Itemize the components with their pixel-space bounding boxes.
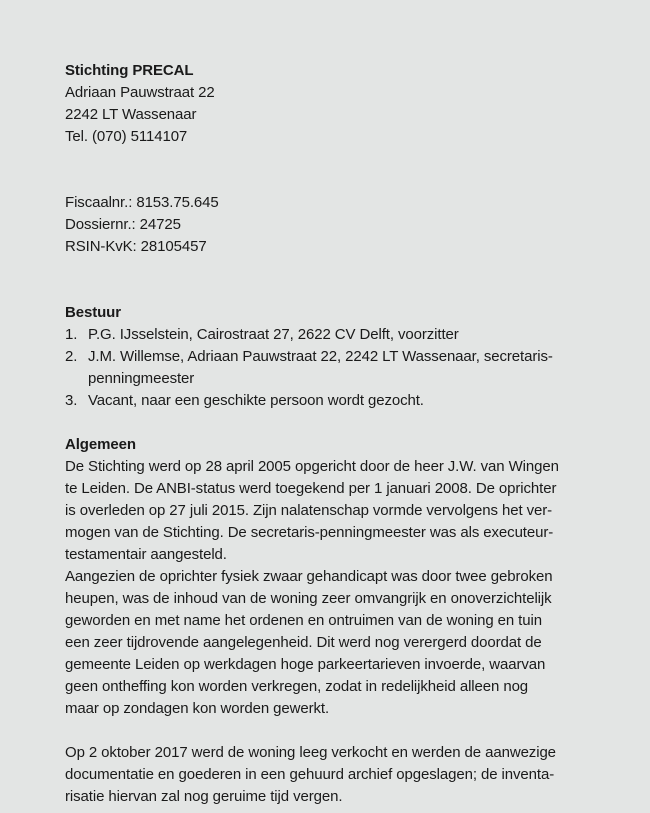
general-text-line: een zeer tijdrovende aangelegenheid. Dit werd nog verergerd doordat de [65,634,542,651]
address-city: 2242 LT Wassenaar [65,106,197,123]
registration-numbers [65,192,595,258]
general-text-line: Aangezien de oprichter fysiek zwaar gehandicapt was door twee gebroken [65,568,553,585]
fiscal-number: Fiscaalnr.: 8153.75.645 [65,194,219,211]
general-heading: Algemeen [65,436,136,453]
closing-text-line: risatie hiervan zal nog geruime tijd vergen. [65,788,343,805]
general-text-line: maar op zondagen kon worden gewerkt. [65,700,330,717]
board-section [65,302,595,412]
board-heading: Bestuur [65,304,121,321]
closing-text-line: Op 2 oktober 2017 werd de woning leeg verkocht en werden de aanwezige [65,744,556,761]
general-text-line: is overleden op 27 juli 2015. Zijn nalatenschap vormde vervolgens het ver- [65,502,553,519]
list-number-3: 3. [65,392,78,409]
letterhead [65,60,595,148]
board-member-2 [65,346,595,390]
board-member-3-text: Vacant, naar een geschikte persoon wordt gezocht. [88,392,424,409]
general-section [65,434,595,720]
general-text-line: testamentair aangesteld. [65,546,227,563]
board-member-1-text: P.G. IJsselstein, Cairostraat 27, 2622 CV Delft, voorzitter [88,326,459,343]
rsin-kvk-number: RSIN-KvK: 28105457 [65,238,207,255]
list-number-2: 2. [65,348,78,365]
board-member-3 [65,390,595,412]
board-member-2-text-line1: J.M. Willemse, Adriaan Pauwstraat 22, 2242 LT Wassenaar, secretaris- [88,348,553,365]
list-number-1: 1. [65,326,78,343]
board-member-2-text-line2: penningmeester [88,370,195,387]
phone-number: Tel. (070) 5114107 [65,128,188,145]
general-text-line: heupen, was de inhoud van de woning zeer omvangrijk en onoverzichtelijk [65,590,552,607]
general-text-line: gemeente Leiden op werkdagen hoge parkeertarieven invoerde, waarvan [65,656,546,673]
dossier-number: Dossiernr.: 24725 [65,216,181,233]
address-street: Adriaan Pauwstraat 22 [65,84,215,101]
closing-text-line: documentatie en goederen in een gehuurd archief opgeslagen; de inventa- [65,766,555,783]
general-text-line: geen ontheffing kon worden verkregen, zodat in redelijkheid alleen nog [65,678,529,695]
general-text-line: De Stichting werd op 28 april 2005 opgericht door de heer J.W. van Wingen [65,458,559,475]
closing-paragraph [65,742,595,808]
board-member-1 [65,324,595,346]
general-text-line: geworden en met name het ordenen en ontruimen van de woning en tuin [65,612,542,629]
general-text-line: mogen van de Stichting. De secretaris-penningmeester was als executeur- [65,524,554,541]
general-text-line: te Leiden. De ANBI-status werd toegekend per 1 januari 2008. De oprichter [65,480,557,497]
organization-name: Stichting PRECAL [65,62,194,79]
